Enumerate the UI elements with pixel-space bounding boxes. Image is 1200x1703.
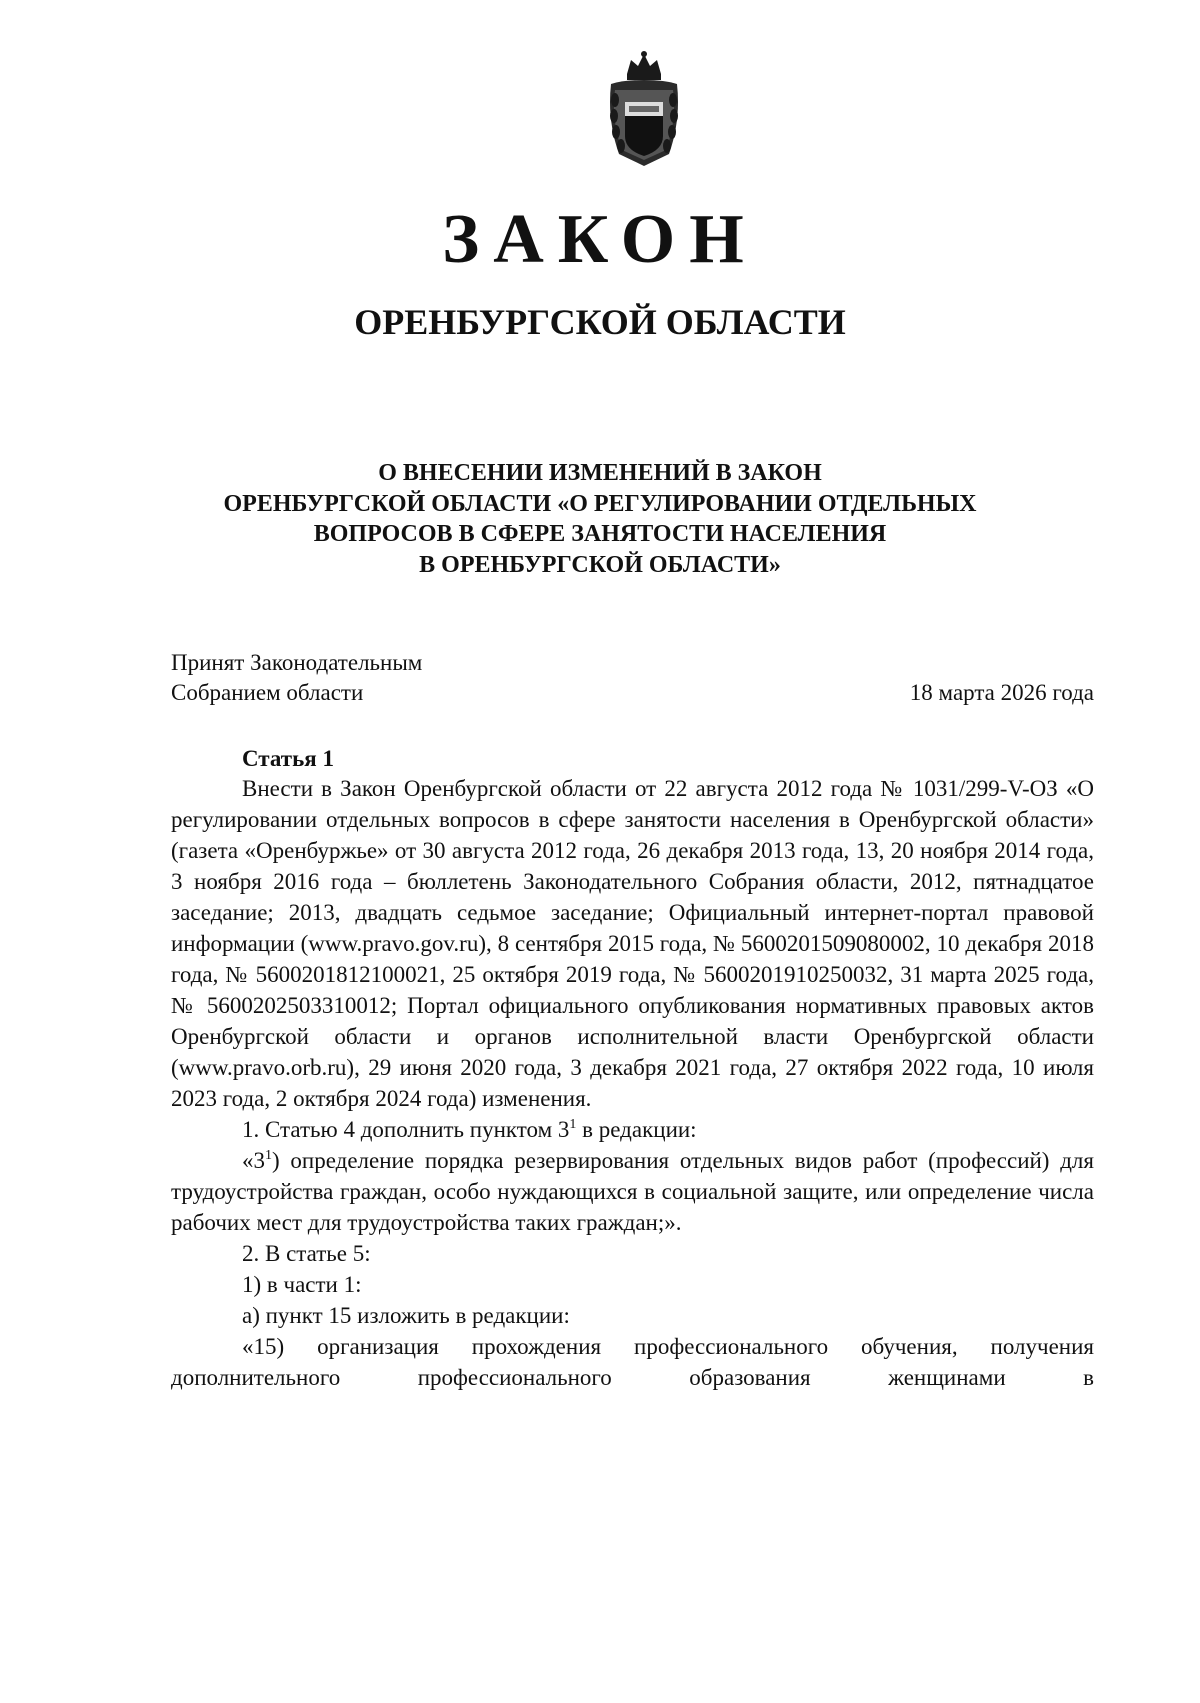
document-title: ЗАКОН (442, 201, 758, 278)
quote-1 (171, 1145, 1094, 1238)
document-subtitle: ОРЕНБУРГСКОЙ ОБЛАСТИ (354, 302, 846, 342)
law-title-line: О ВНЕСЕНИИ ИЗМЕНЕНИЙ В ЗАКОН (378, 460, 822, 486)
coat-of-arms-icon (605, 50, 683, 168)
article-title: Статья 1 (242, 746, 334, 771)
item-1 (171, 1114, 1094, 1145)
law-title-line: ВОПРОСОВ В СФЕРЕ ЗАНЯТОСТИ НАСЕЛЕНИЯ (313, 521, 887, 547)
quote-1-text: ) определение порядка резервирования отдельных видов работ (профессий) для трудоустройства граждан, особо нуждающихся в социальной защите, или определение числа рабочих мест для трудоустройства таких граждан;». (171, 1148, 1094, 1235)
adoption-date: 18 марта 2026 года (909, 680, 1094, 705)
item-2: 2. В статье 5: (242, 1241, 371, 1266)
quote-1-open: «3 (242, 1148, 265, 1173)
item-2-sub-1: 1) в части 1: (242, 1272, 362, 1297)
article-intro: Внести в Закон Оренбургской области от 22 августа 2012 года № 1031/299-V-ОЗ «О регулировании отдельных вопросов в сфере занятости населения в Оренбургской области» (газета «Оренбуржье» от 30 августа 2012 года, 26 декабря 2013 года, 13, 20 ноября 2014 года, 3 ноября 2016 года – бюллетень Законодательного Собрания области, 2012, пятнадцатое заседание; 2013, двадцать седьмое заседание; Официальный интернет-портал правовой информации (www.pravo.gov.ru), 8 сентября 2015 года, № 5600201509080002, 10 декабря 2018 года, № 5600201812100021, 25 октября 2019 года, № 5600201910250032, 31 марта 2025 года, № 5600202503310012; Портал официального опубликования нормативных правовых актов Оренбургской области и органов исполнительной власти Оренбургской области (www.pravo.orb.ru), 29 июня 2020 года, 3 декабря 2021 года, 27 октября 2022 года, 10 июля 2023 года, 2 октября 2024 года) изменения. (171, 776, 1094, 1111)
item-2-sub-1-a: а) пункт 15 изложить в редакции: (242, 1303, 570, 1328)
law-title-line: В ОРЕНБУРГСКОЙ ОБЛАСТИ» (419, 551, 781, 578)
law-title (120, 458, 1080, 580)
item-1-text-end: в редакции: (576, 1117, 697, 1142)
article-body (171, 773, 1094, 1393)
item-1-text: 1. Статью 4 дополнить пунктом 3 (242, 1117, 570, 1142)
adoption-note (171, 648, 422, 708)
adoption-line-1: Принят Законодательным (171, 650, 423, 675)
law-title-line: ОРЕНБУРГСКОЙ ОБЛАСТИ «О РЕГУЛИРОВАНИИ ОТДЕЛЬНЫХ (223, 490, 977, 517)
adoption-line-2: Собранием области (171, 680, 364, 705)
quote-1-sup: 1 (265, 1148, 272, 1163)
item-1-sup: 1 (569, 1117, 577, 1132)
quote-2: «15) организация прохождения профессионального обучения, получения дополнительного профессионального образования женщинами в (171, 1334, 1094, 1390)
